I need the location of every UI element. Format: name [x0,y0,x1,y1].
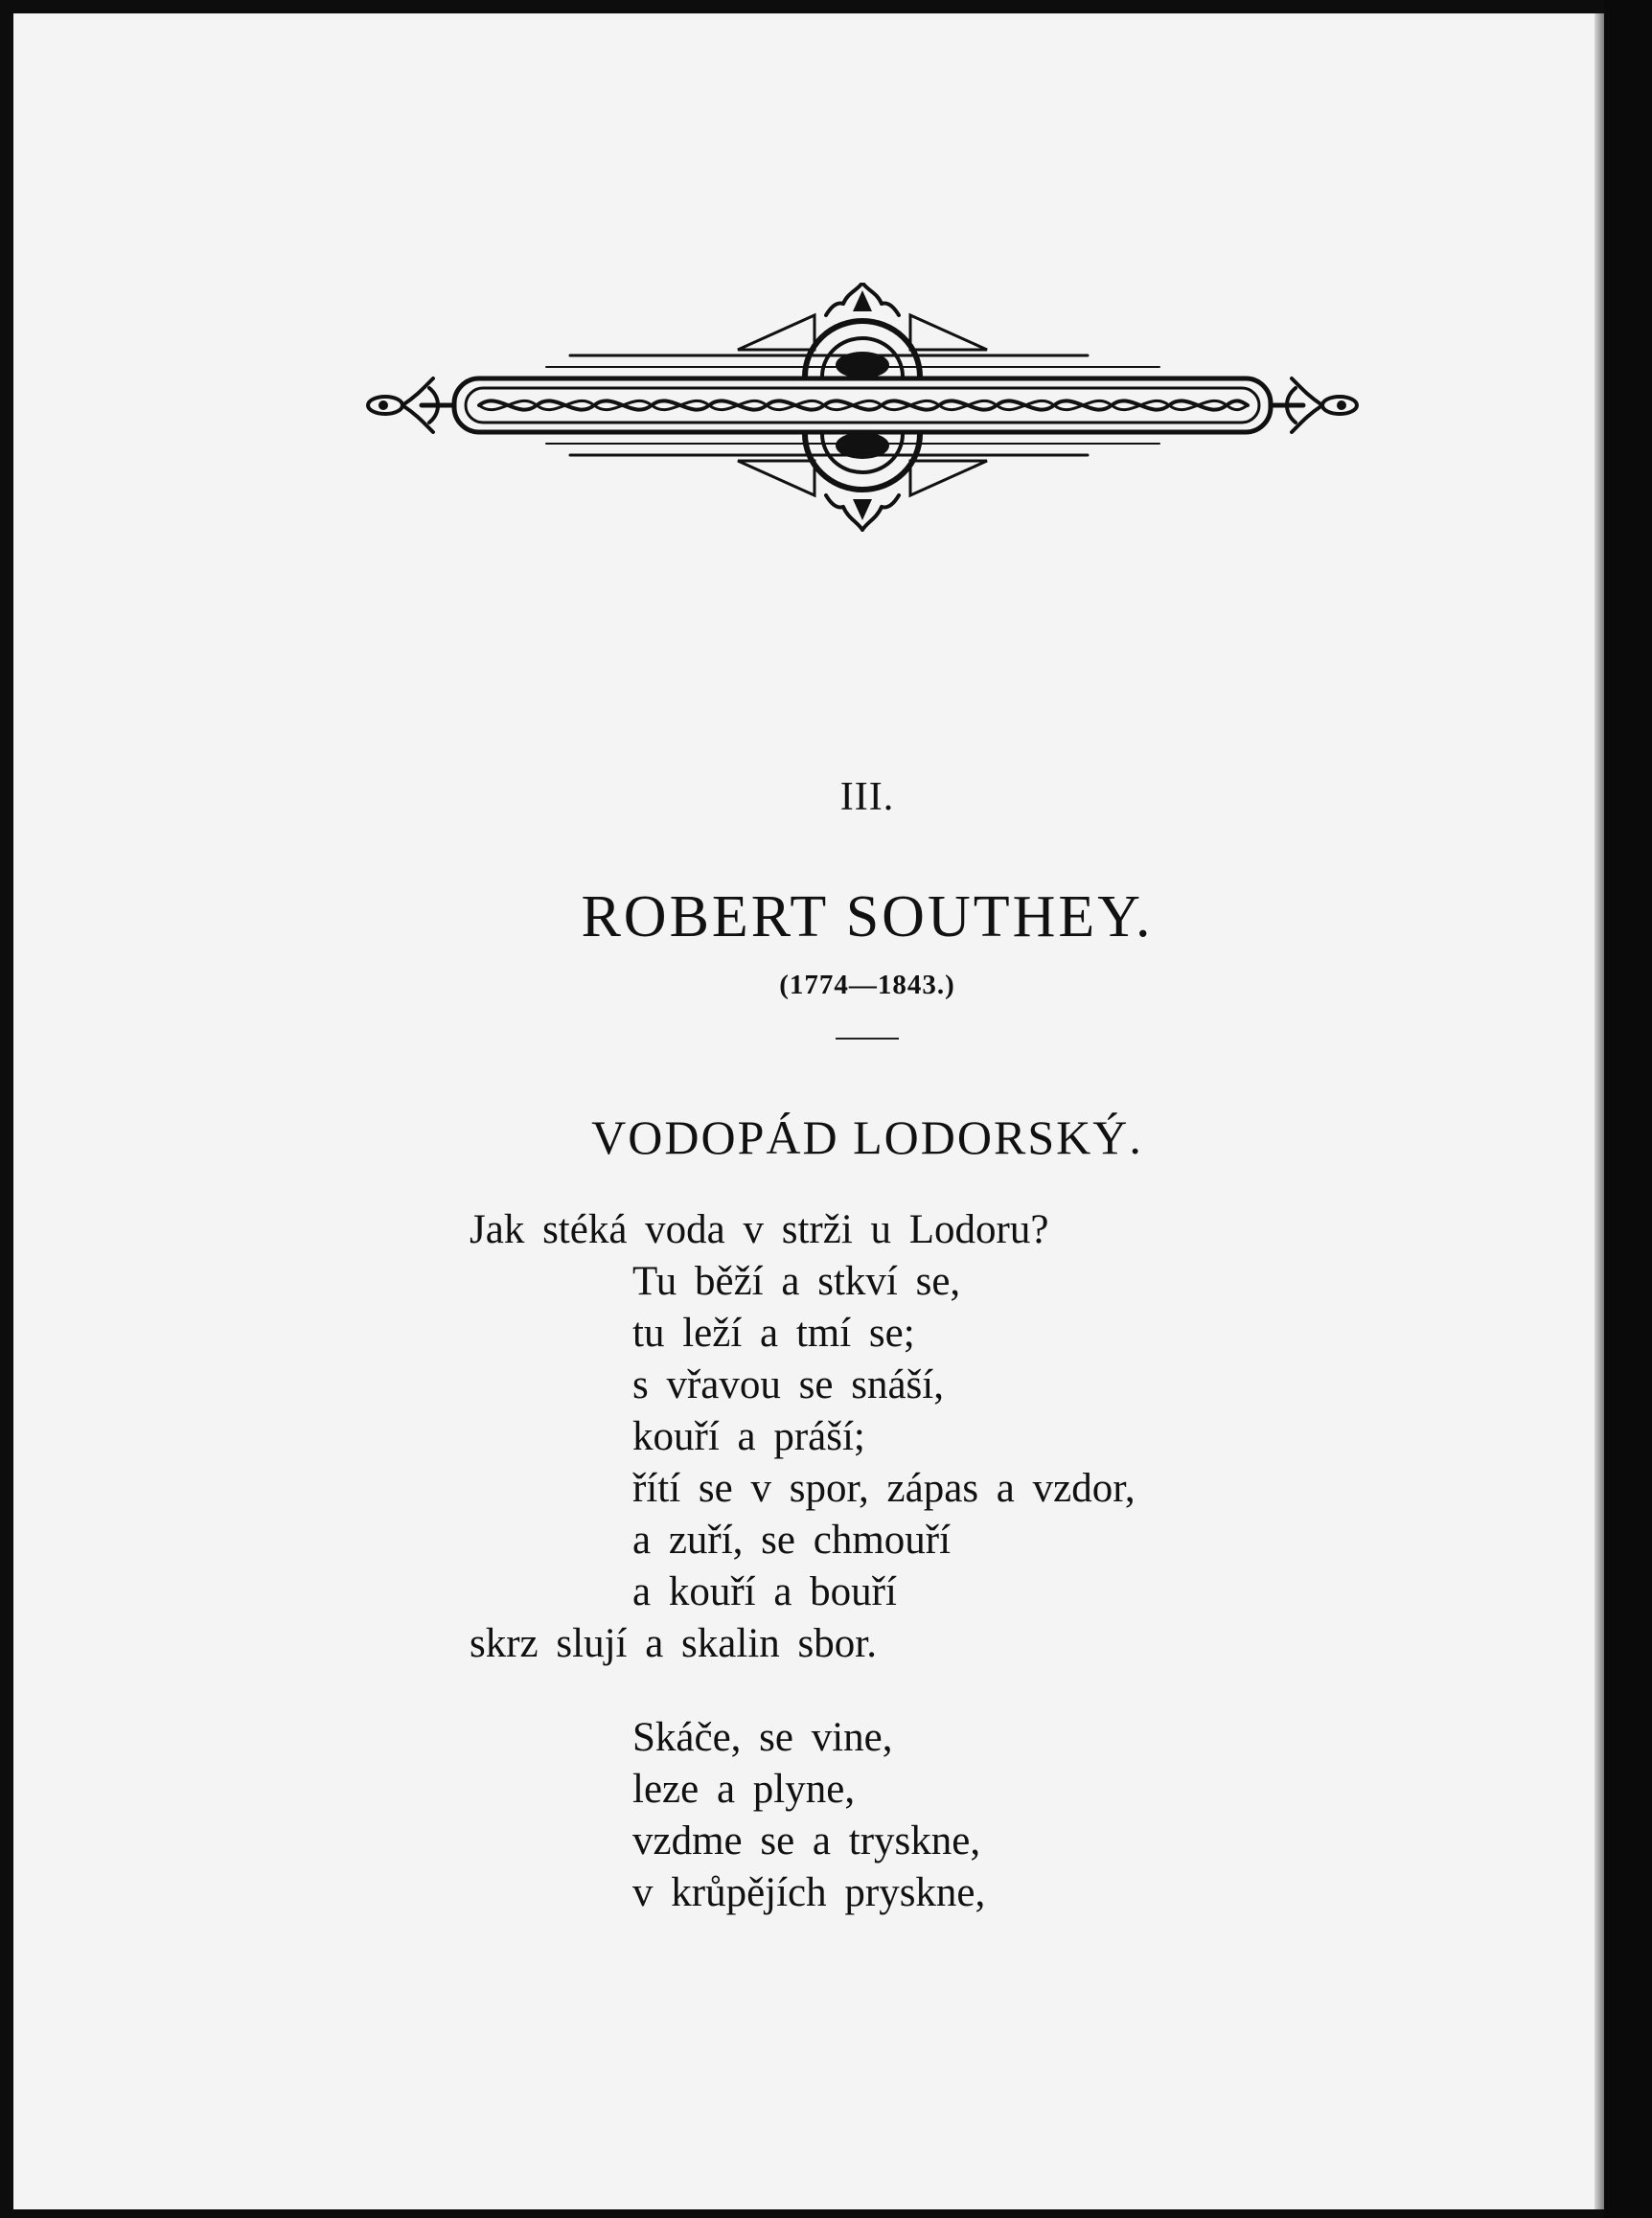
poem-line: Tu běží a stkví se, [632,1259,961,1304]
poem-line: s vřavou se snáší, [632,1362,944,1407]
chapter-number: III. [839,775,895,819]
headpiece-ornament-icon [364,283,1361,532]
author-heading: ROBERT SOUTHEY. [581,884,1154,949]
poem-title: VODOPÁD LODORSKÝ. [591,1110,1143,1164]
poem-line: tu leží a tmí se; [632,1311,915,1356]
poem-line: a zuří, se chmouří [632,1518,952,1563]
poem-line: vzdme se a tryskne, [632,1818,981,1864]
poem-line: skrz slují a skalin sbor. [470,1621,877,1666]
poem-line: řítí se v spor, zápas a vzdor, [632,1466,1136,1511]
section-divider [836,1038,899,1040]
author-life-dates: (1774—1843.) [779,970,955,1000]
poem-line: kouří a práší; [632,1414,865,1459]
poem-line: leze a plyne, [632,1767,856,1812]
poem-line: a kouří a bouří [632,1569,897,1614]
poem-line: Skáče, se vine, [632,1715,893,1760]
poem-line: v krůpějích pryskne, [632,1870,986,1915]
poem-line: Jak stéká voda v strži u Lodoru? [470,1207,1049,1252]
